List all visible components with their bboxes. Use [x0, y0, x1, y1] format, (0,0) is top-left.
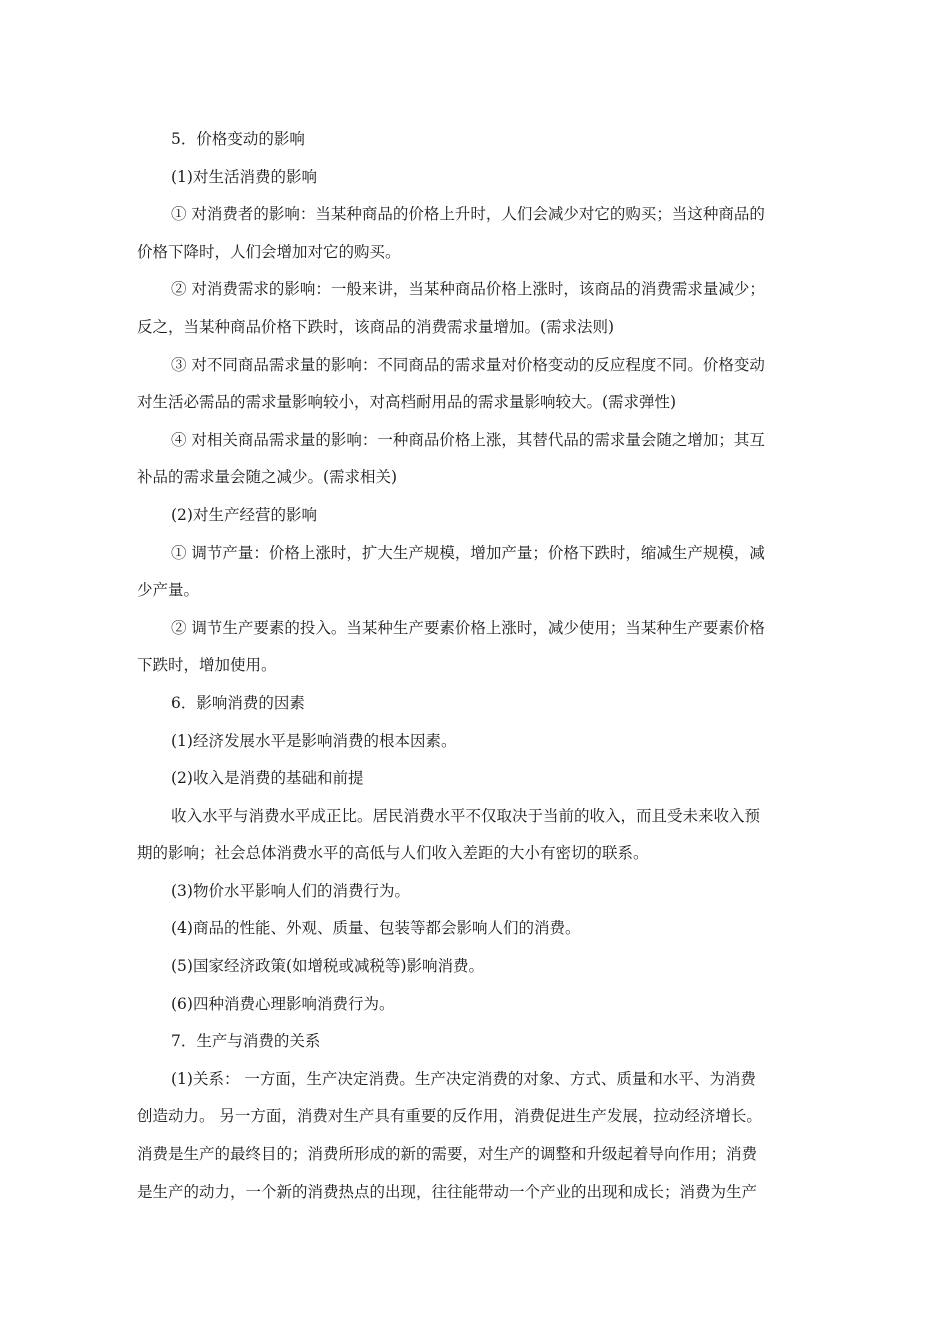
paragraph-line: 对生活必需品的需求量影响较小，对高档耐用品的需求量影响较大。(需求弹性): [137, 393, 677, 412]
list-item: (3)物价水平影响人们的消费行为。: [171, 881, 410, 900]
paragraph-line: 期的影响；社会总体消费水平的高低与人们收入差距的大小有密切的联系。: [137, 844, 649, 863]
paragraph-line: 反之，当某种商品价格下跌时，该商品的消费需求量增加。(需求法则): [137, 317, 615, 336]
list-item: (2)收入是消费的基础和前提: [171, 769, 364, 788]
paragraph-line: 少产量。: [137, 581, 200, 600]
paragraph-line: 补品的需求量会随之减少。(需求相关): [137, 468, 398, 487]
list-item: (4)商品的性能、外观、质量、包装等都会影响人们的消费。: [171, 919, 581, 938]
paragraph-line: (1)关系： 一方面，生产决定消费。生产决定消费的对象、方式、质量和水平、为消费: [171, 1069, 756, 1088]
heading-7: 7．生产与消费的关系: [171, 1032, 321, 1051]
heading-5: 5．价格变动的影响: [171, 130, 305, 148]
paragraph-line: 收入水平与消费水平成正比。居民消费水平不仅取决于当前的收入，而且受未来收入预: [171, 806, 761, 825]
list-item: (1)经济发展水平是影响消费的根本因素。: [171, 731, 457, 750]
paragraph-line: 消费是生产的最终目的；消费所形成的新的需要，对生产的调整和升级起着导向作用；消费: [137, 1145, 758, 1164]
paragraph-line: ② 调节生产要素的投入。当某种生产要素价格上涨时，减少使用；当某种生产要素价格: [171, 618, 765, 637]
paragraph-line: 创造动力。 另一方面，消费对生产具有重要的反作用，消费促进生产发展，拉动经济增长。: [137, 1107, 762, 1126]
paragraph-line: 下跌时，增加使用。: [137, 656, 277, 675]
paragraph-line: 是生产的动力，一个新的消费热点的出现，往往能带动一个产业的出现和成长；消费为生产: [137, 1182, 758, 1201]
paragraph-line: ② 对消费需求的影响：一般来讲，当某种商品价格上涨时，该商品的消费需求量减少；: [171, 280, 765, 299]
document-body: [137, 121, 823, 1211]
list-item: (5)国家经济政策(如增税或减税等)影响消费。: [171, 957, 485, 976]
subheading-life-consumption: (1)对生活消费的影响: [171, 167, 317, 186]
paragraph-line: ① 调节产量：价格上涨时，扩大生产规模，增加产量；价格下跌时，缩减生产规模，减: [171, 543, 765, 562]
heading-6: 6．影响消费的因素: [171, 693, 305, 712]
paragraph-line: ③ 对不同商品需求量的影响：不同商品的需求量对价格变动的反应程度不同。价格变动: [171, 355, 765, 374]
paragraph-line: ④ 对相关商品需求量的影响：一种商品价格上涨，其替代品的需求量会随之增加；其互: [171, 430, 765, 449]
paragraph-line: 价格下降时，人们会增加对它的购买。: [137, 242, 401, 261]
paragraph-line: ① 对消费者的影响：当某种商品的价格上升时，人们会减少对它的购买；当这种商品的: [171, 205, 765, 224]
subheading-production: (2)对生产经营的影响: [171, 505, 317, 524]
list-item: (6)四种消费心理影响消费行为。: [171, 994, 395, 1013]
